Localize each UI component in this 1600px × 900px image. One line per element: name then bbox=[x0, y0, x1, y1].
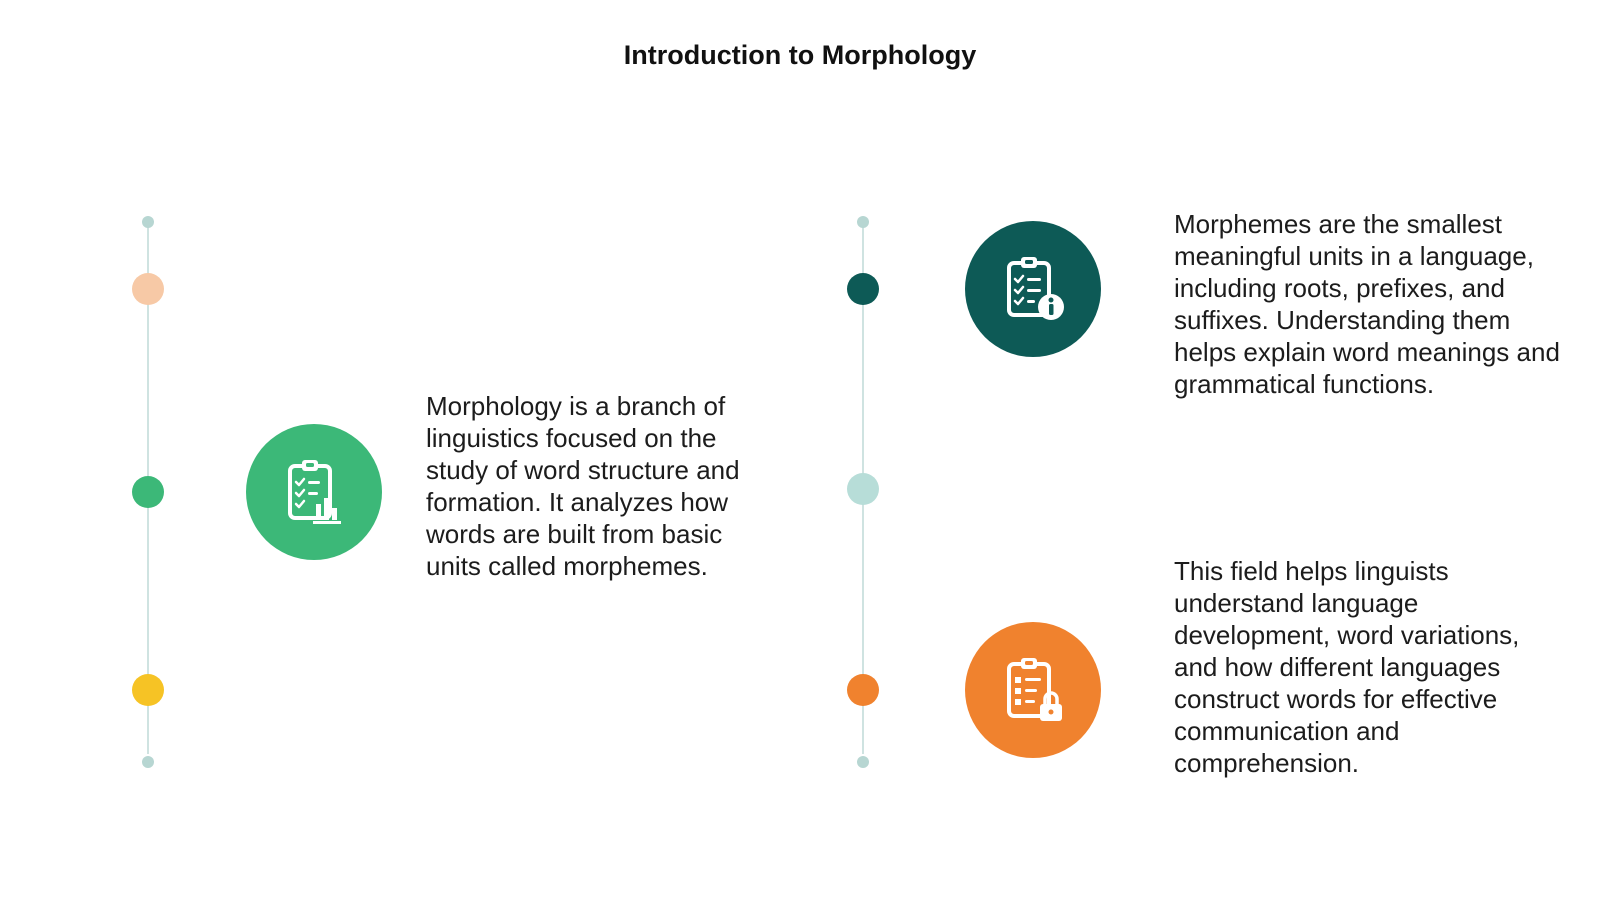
right-timeline-teal-dot bbox=[847, 273, 879, 305]
clipboard-lock-icon bbox=[995, 652, 1071, 728]
item-3-icon-circle bbox=[965, 622, 1101, 758]
right-timeline-orange-dot bbox=[847, 674, 879, 706]
clipboard-info-icon bbox=[995, 251, 1071, 327]
right-timeline-light-teal-dot bbox=[847, 473, 879, 505]
left-timeline-green-dot bbox=[132, 476, 164, 508]
left-timeline-yellow-dot bbox=[132, 674, 164, 706]
item-1-text: Morphology is a branch of linguistics focused on the study of word structure and formation. It analyzes how words are built from basic units called morphemes. bbox=[426, 391, 740, 581]
item-1-icon-circle bbox=[246, 424, 382, 560]
item-2-icon-circle bbox=[965, 221, 1101, 357]
left-timeline-end-dot bbox=[142, 756, 154, 768]
right-timeline-start-dot bbox=[857, 216, 869, 228]
page-title: Introduction to Morphology bbox=[623, 40, 977, 70]
left-timeline-peach-dot bbox=[132, 273, 164, 305]
item-3-text: This field helps linguists understand language development, word variations, and how different languages construct words for effective communication and comprehension. bbox=[1174, 556, 1520, 778]
clipboard-chart-icon bbox=[276, 454, 352, 530]
right-timeline-end-dot bbox=[857, 756, 869, 768]
item-2-text: Morphemes are the smallest meaningful units in a language, including roots, prefixes, and suffixes. Understanding them helps explain word meanings and grammatical functions. bbox=[1174, 209, 1560, 399]
left-timeline-start-dot bbox=[142, 216, 154, 228]
